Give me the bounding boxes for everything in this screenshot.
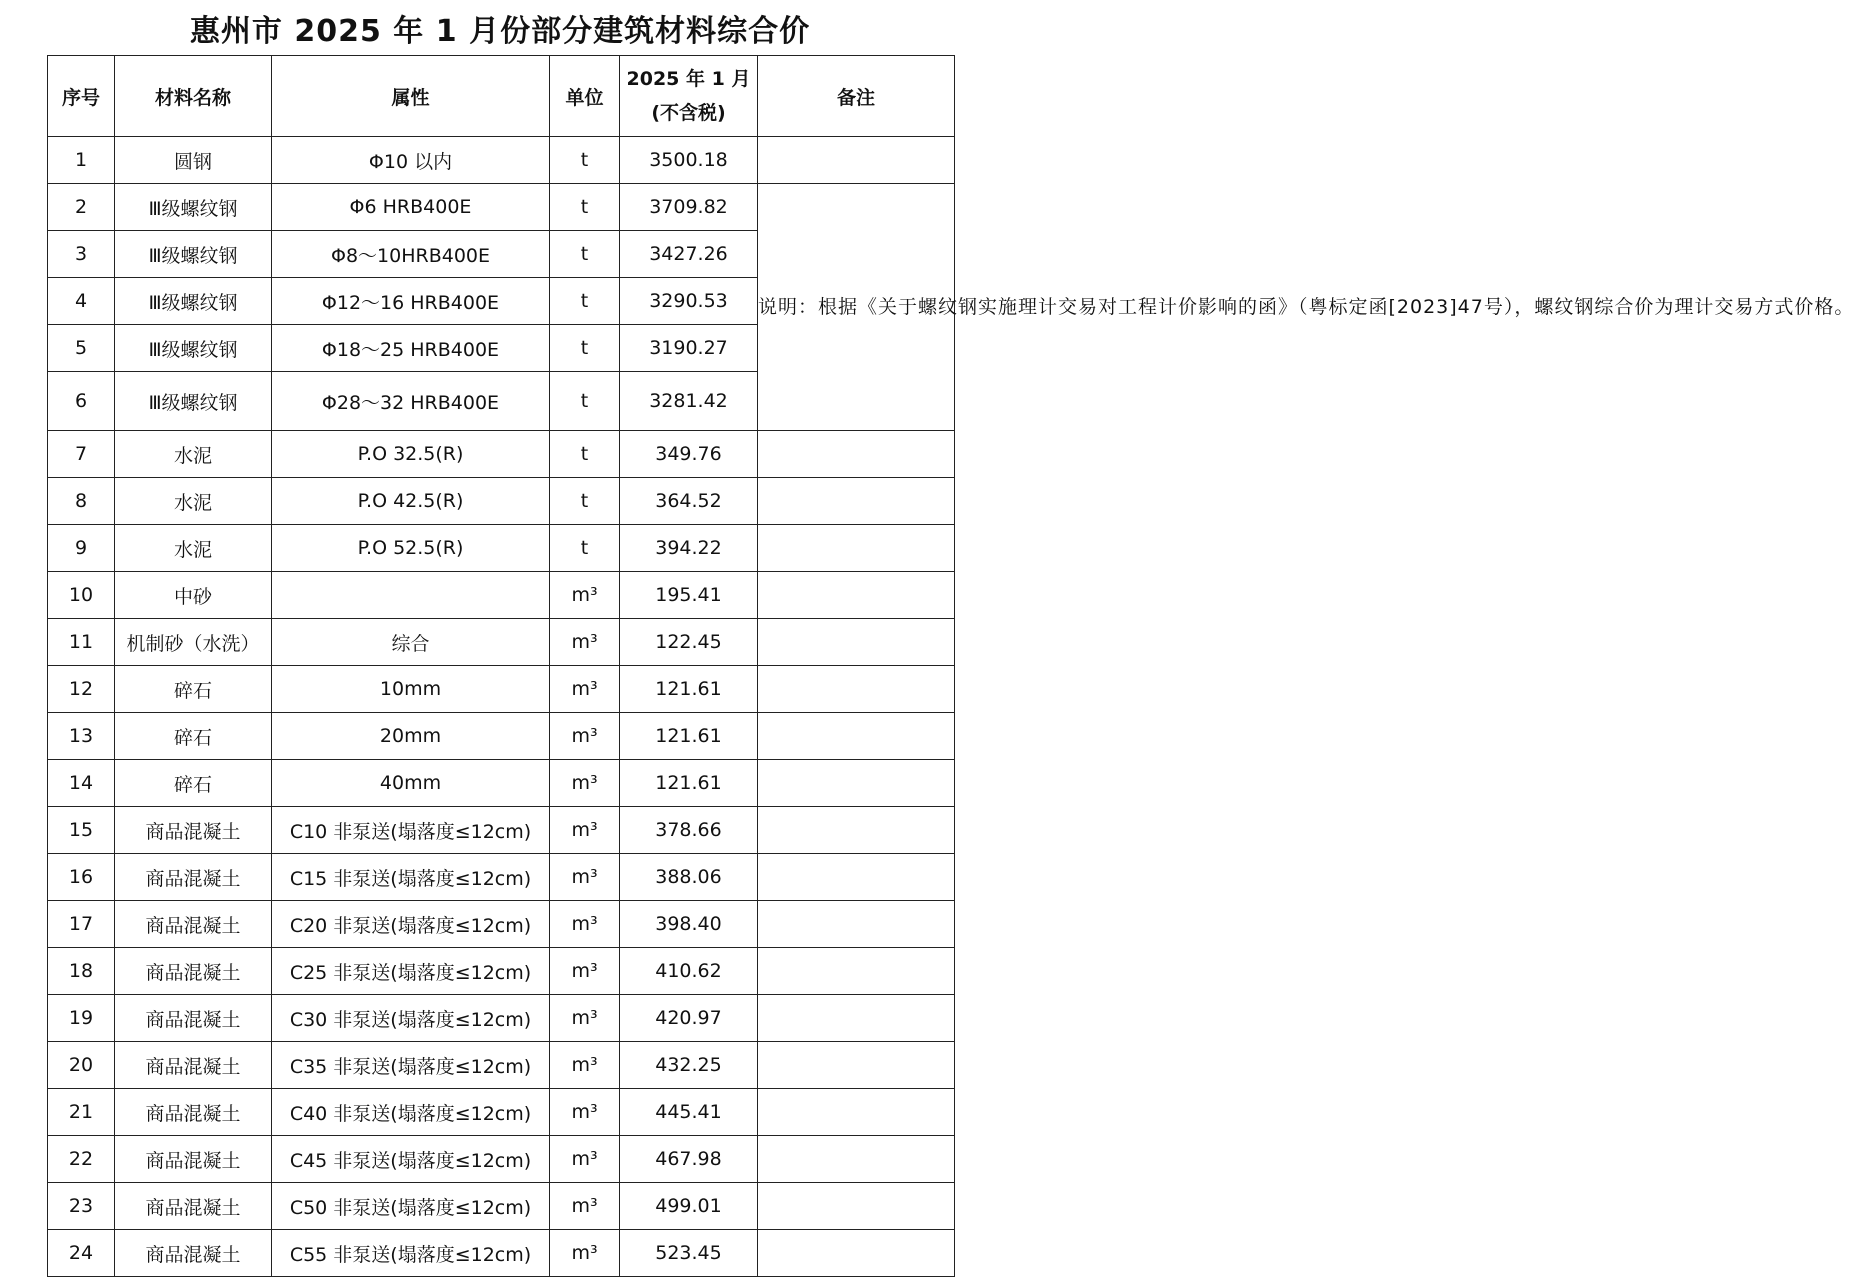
header-price	[620, 56, 758, 137]
cell-no: 6	[48, 372, 115, 431]
cell-no: 20	[48, 1042, 115, 1089]
cell-price: 420.97	[620, 995, 758, 1042]
cell-remark	[758, 525, 955, 572]
cell-attr: P.O 42.5(R)	[272, 478, 550, 525]
cell-name: Ⅲ级螺纹钢	[115, 184, 272, 231]
header-no: 序号	[48, 56, 115, 137]
cell-remark	[758, 713, 955, 760]
cell-unit: m³	[550, 807, 620, 854]
cell-attr: C55 非泵送(塌落度≤12cm)	[272, 1230, 550, 1277]
cell-unit: t	[550, 325, 620, 372]
cell-price: 388.06	[620, 854, 758, 901]
cell-attr: C20 非泵送(塌落度≤12cm)	[272, 901, 550, 948]
table-row	[48, 137, 955, 184]
cell-remark	[758, 1230, 955, 1277]
cell-no: 1	[48, 137, 115, 184]
table-row	[48, 854, 955, 901]
cell-attr: C40 非泵送(塌落度≤12cm)	[272, 1089, 550, 1136]
cell-name: Ⅲ级螺纹钢	[115, 372, 272, 431]
page-title: 惠州市 2025 年 1 月份部分建筑材料综合价	[189, 14, 811, 49]
cell-unit: m³	[550, 760, 620, 807]
cell-no: 8	[48, 478, 115, 525]
cell-remark	[758, 807, 955, 854]
cell-unit: m³	[550, 713, 620, 760]
cell-no: 9	[48, 525, 115, 572]
cell-price: 121.61	[620, 713, 758, 760]
table-row	[48, 666, 955, 713]
header-attr: 属性	[272, 56, 550, 137]
cell-remark	[758, 948, 955, 995]
cell-no: 3	[48, 231, 115, 278]
cell-price: 121.61	[620, 760, 758, 807]
cell-no: 22	[48, 1136, 115, 1183]
table-row	[48, 1183, 955, 1230]
cell-name: Ⅲ级螺纹钢	[115, 278, 272, 325]
cell-unit: m³	[550, 995, 620, 1042]
cell-no: 14	[48, 760, 115, 807]
cell-name: 商品混凝土	[115, 948, 272, 995]
cell-name: Ⅲ级螺纹钢	[115, 325, 272, 372]
header-name: 材料名称	[115, 56, 272, 137]
cell-price: 445.41	[620, 1089, 758, 1136]
cell-price: 122.45	[620, 619, 758, 666]
cell-no: 5	[48, 325, 115, 372]
table-row	[48, 1136, 955, 1183]
cell-attr: C25 非泵送(塌落度≤12cm)	[272, 948, 550, 995]
cell-name: 商品混凝土	[115, 807, 272, 854]
cell-remark	[758, 1042, 955, 1089]
table-row	[48, 1042, 955, 1089]
cell-no: 13	[48, 713, 115, 760]
cell-no: 24	[48, 1230, 115, 1277]
cell-no: 2	[48, 184, 115, 231]
cell-price: 499.01	[620, 1183, 758, 1230]
cell-unit: t	[550, 431, 620, 478]
cell-price: 467.98	[620, 1136, 758, 1183]
table-row	[48, 995, 955, 1042]
cell-name: 水泥	[115, 525, 272, 572]
cell-no: 17	[48, 901, 115, 948]
cell-attr: 40mm	[272, 760, 550, 807]
header-remark: 备注	[758, 56, 955, 137]
table-row	[48, 1089, 955, 1136]
table-row	[48, 431, 955, 478]
cell-name: 中砂	[115, 572, 272, 619]
table-header-row	[48, 56, 955, 137]
cell-attr: 10mm	[272, 666, 550, 713]
cell-price: 3709.82	[620, 184, 758, 231]
cell-attr	[272, 572, 550, 619]
cell-remark	[758, 1183, 955, 1230]
cell-unit: m³	[550, 1089, 620, 1136]
table-row	[48, 572, 955, 619]
cell-price: 364.52	[620, 478, 758, 525]
cell-name: 碎石	[115, 713, 272, 760]
cell-price: 121.61	[620, 666, 758, 713]
cell-price: 432.25	[620, 1042, 758, 1089]
cell-name: 碎石	[115, 760, 272, 807]
cell-price: 349.76	[620, 431, 758, 478]
cell-attr: P.O 52.5(R)	[272, 525, 550, 572]
cell-unit: m³	[550, 1230, 620, 1277]
cell-unit: t	[550, 525, 620, 572]
cell-no: 11	[48, 619, 115, 666]
cell-remark	[758, 666, 955, 713]
cell-name: 水泥	[115, 478, 272, 525]
cell-unit: m³	[550, 901, 620, 948]
cell-price: 523.45	[620, 1230, 758, 1277]
cell-attr: 20mm	[272, 713, 550, 760]
cell-name: 圆钢	[115, 137, 272, 184]
cell-no: 21	[48, 1089, 115, 1136]
cell-attr: C15 非泵送(塌落度≤12cm)	[272, 854, 550, 901]
cell-no: 7	[48, 431, 115, 478]
cell-attr: Φ28～32 HRB400E	[272, 372, 550, 431]
cell-price: 3190.27	[620, 325, 758, 372]
cell-remark	[758, 137, 955, 184]
cell-attr: C35 非泵送(塌落度≤12cm)	[272, 1042, 550, 1089]
table-row	[48, 948, 955, 995]
cell-no: 10	[48, 572, 115, 619]
cell-attr: Φ18～25 HRB400E	[272, 325, 550, 372]
cell-attr: 综合	[272, 619, 550, 666]
cell-price: 3500.18	[620, 137, 758, 184]
header-price-line2: (不含税)	[651, 102, 726, 124]
cell-name: 商品混凝土	[115, 901, 272, 948]
table-row	[48, 525, 955, 572]
cell-remark	[758, 760, 955, 807]
cell-unit: t	[550, 478, 620, 525]
cell-remark	[758, 1089, 955, 1136]
cell-name: 商品混凝土	[115, 995, 272, 1042]
header-price-line1: 2025 年 1 月	[626, 68, 751, 90]
table-row	[48, 713, 955, 760]
header-unit: 单位	[550, 56, 620, 137]
cell-unit: t	[550, 137, 620, 184]
cell-name: 碎石	[115, 666, 272, 713]
cell-attr: P.O 32.5(R)	[272, 431, 550, 478]
remark-note: 说明：根据《关于螺纹钢实施理计交易对工程计价影响的函》（粤标定函[2023]47号），螺纹钢综合价为理计交易方式价格。	[758, 184, 955, 431]
cell-unit: t	[550, 278, 620, 325]
cell-price: 3427.26	[620, 231, 758, 278]
table-row	[48, 807, 955, 854]
cell-name: 商品混凝土	[115, 1042, 272, 1089]
cell-name: 机制砂（水洗）	[115, 619, 272, 666]
cell-remark	[758, 572, 955, 619]
cell-name: 商品混凝土	[115, 1136, 272, 1183]
table-row	[48, 760, 955, 807]
cell-unit: t	[550, 184, 620, 231]
cell-no: 19	[48, 995, 115, 1042]
table-row	[48, 901, 955, 948]
cell-no: 15	[48, 807, 115, 854]
cell-remark	[758, 995, 955, 1042]
cell-name: 商品混凝土	[115, 1089, 272, 1136]
cell-name: 商品混凝土	[115, 1183, 272, 1230]
cell-unit: m³	[550, 1042, 620, 1089]
cell-name: 商品混凝土	[115, 1230, 272, 1277]
cell-price: 3281.42	[620, 372, 758, 431]
cell-no: 4	[48, 278, 115, 325]
cell-attr: Φ8～10HRB400E	[272, 231, 550, 278]
cell-unit: m³	[550, 1136, 620, 1183]
cell-price: 378.66	[620, 807, 758, 854]
cell-price: 394.22	[620, 525, 758, 572]
cell-no: 16	[48, 854, 115, 901]
cell-remark	[758, 431, 955, 478]
cell-unit: m³	[550, 1183, 620, 1230]
cell-unit: m³	[550, 572, 620, 619]
cell-attr: C10 非泵送(塌落度≤12cm)	[272, 807, 550, 854]
cell-attr: C30 非泵送(塌落度≤12cm)	[272, 995, 550, 1042]
cell-price: 195.41	[620, 572, 758, 619]
cell-unit: m³	[550, 854, 620, 901]
cell-price: 398.40	[620, 901, 758, 948]
cell-attr: Φ10 以内	[272, 137, 550, 184]
cell-no: 18	[48, 948, 115, 995]
cell-attr: C50 非泵送(塌落度≤12cm)	[272, 1183, 550, 1230]
table-row	[48, 478, 955, 525]
table-row	[48, 184, 955, 231]
cell-no: 23	[48, 1183, 115, 1230]
table-row	[48, 1230, 955, 1277]
cell-unit: t	[550, 231, 620, 278]
cell-unit: m³	[550, 619, 620, 666]
cell-remark	[758, 619, 955, 666]
table-body	[48, 137, 1854, 1277]
cell-unit: t	[550, 372, 620, 431]
cell-name: Ⅲ级螺纹钢	[115, 231, 272, 278]
cell-attr: Φ12～16 HRB400E	[272, 278, 550, 325]
cell-remark	[758, 901, 955, 948]
cell-attr: Φ6 HRB400E	[272, 184, 550, 231]
cell-unit: m³	[550, 948, 620, 995]
materials-price-table	[47, 55, 1854, 1277]
cell-price: 410.62	[620, 948, 758, 995]
cell-name: 水泥	[115, 431, 272, 478]
cell-name: 商品混凝土	[115, 854, 272, 901]
cell-price: 3290.53	[620, 278, 758, 325]
cell-no: 12	[48, 666, 115, 713]
cell-unit: m³	[550, 666, 620, 713]
table-row	[48, 619, 955, 666]
cell-remark	[758, 1136, 955, 1183]
cell-remark	[758, 854, 955, 901]
cell-remark	[758, 478, 955, 525]
cell-attr: C45 非泵送(塌落度≤12cm)	[272, 1136, 550, 1183]
